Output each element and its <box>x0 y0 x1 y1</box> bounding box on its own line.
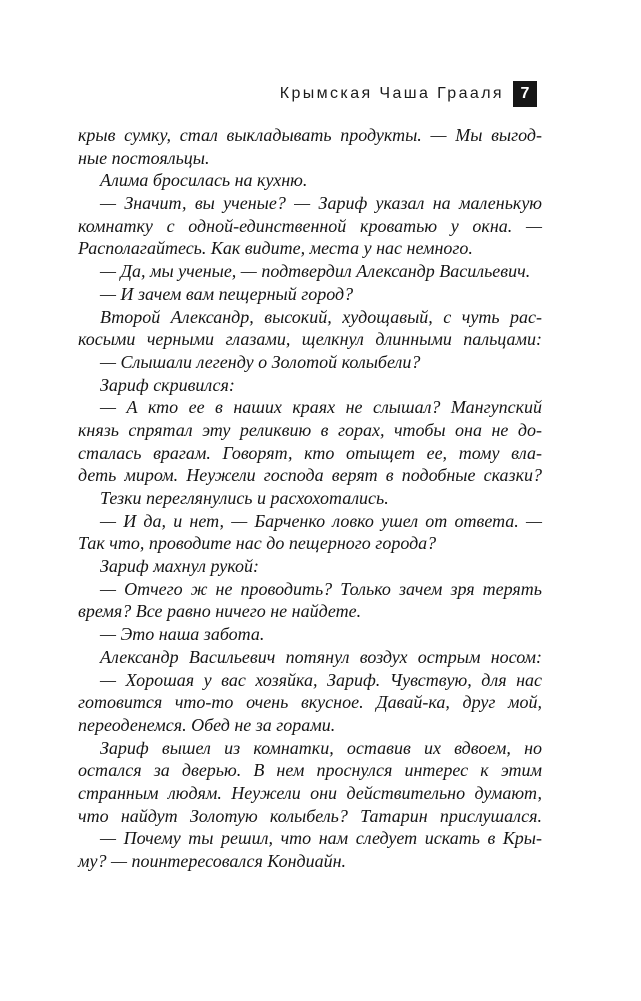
text-line: деть миром. Неужели господа верят в подобные сказки? <box>78 465 542 486</box>
body-text <box>78 124 542 873</box>
running-title: Крымская Чаша Грааля <box>279 85 504 102</box>
text-line: сталась врагам. Говорят, кто отыщет ее, тому вла- <box>78 442 542 463</box>
text-line: Тезки переглянулись и расхохотались. <box>100 488 389 508</box>
page-number: 7 <box>513 81 537 107</box>
text-line: комнатку с одной-единственной кроватью у окна. — <box>78 215 542 236</box>
text-line: Располагайтесь. Как видите, места у нас немного. <box>78 238 473 259</box>
text-line: Зариф махнул рукой: <box>100 556 259 577</box>
text-line: — Значит, вы ученые? — Зариф указал на маленькую <box>100 193 542 214</box>
text-line: ные постояльцы. <box>78 147 210 168</box>
text-line: переоденемся. Обед не за горами. <box>78 714 336 735</box>
text-line: — Хорошая у вас хозяйка, Зариф. Чувствую, для нас <box>100 669 542 690</box>
text-line: — А кто ее в наших краях не слышал? Мангупский <box>100 397 542 418</box>
text-line: Алима бросилась на кухню. <box>100 170 308 191</box>
page-header <box>0 81 641 107</box>
text-line: время? Все равно ничего не найдете. <box>78 601 362 622</box>
text-line: — Да, мы ученые, — подтвердил Александр Васильевич. <box>100 261 531 282</box>
text-line: что найдут Золотую колыбель? Татарин прислушался. <box>78 805 542 826</box>
text-line: готовится что-то очень вкусное. Давай-ка, друг мой, <box>78 692 542 713</box>
text-line: странным людям. Неужели они действительно думают, <box>78 782 542 803</box>
text-line: — Почему ты решил, что нам следует искать в Кры- <box>100 828 542 849</box>
text-line: Так что, проводите нас до пещерного города? <box>78 533 437 554</box>
text-line: остался за дверью. В нем проснулся интерес к этим <box>78 760 542 781</box>
text-line: му? — поинтересовался Кондиайн. <box>78 851 347 871</box>
text-line: — И да, и нет, — Барченко ловко ушел от ответа. — <box>100 510 542 531</box>
text-line: Зариф скривился: <box>100 374 235 395</box>
text-line: — Слышали легенду о Золотой колыбели? <box>100 351 421 372</box>
text-line: — И зачем вам пещерный город? <box>100 283 354 304</box>
text-line: крыв сумку, стал выкладывать продукты. — Мы выгод- <box>78 125 542 145</box>
text-line: — Это наша забота. <box>100 624 265 645</box>
text-line: косыми черными глазами, щелкнул длинными пальцами: <box>78 329 542 350</box>
text-line: князь спрятал эту реликвию в горах, чтобы она не до- <box>78 419 542 440</box>
text-line: Второй Александр, высокий, худощавый, с чуть рас- <box>100 306 542 327</box>
text-line: Александр Васильевич потянул воздух острым носом: <box>100 646 542 667</box>
text-line: — Отчего ж не проводить? Только зачем зря терять <box>100 578 542 599</box>
text-line: Зариф вышел из комнатки, оставив их вдвоем, но <box>100 737 542 758</box>
